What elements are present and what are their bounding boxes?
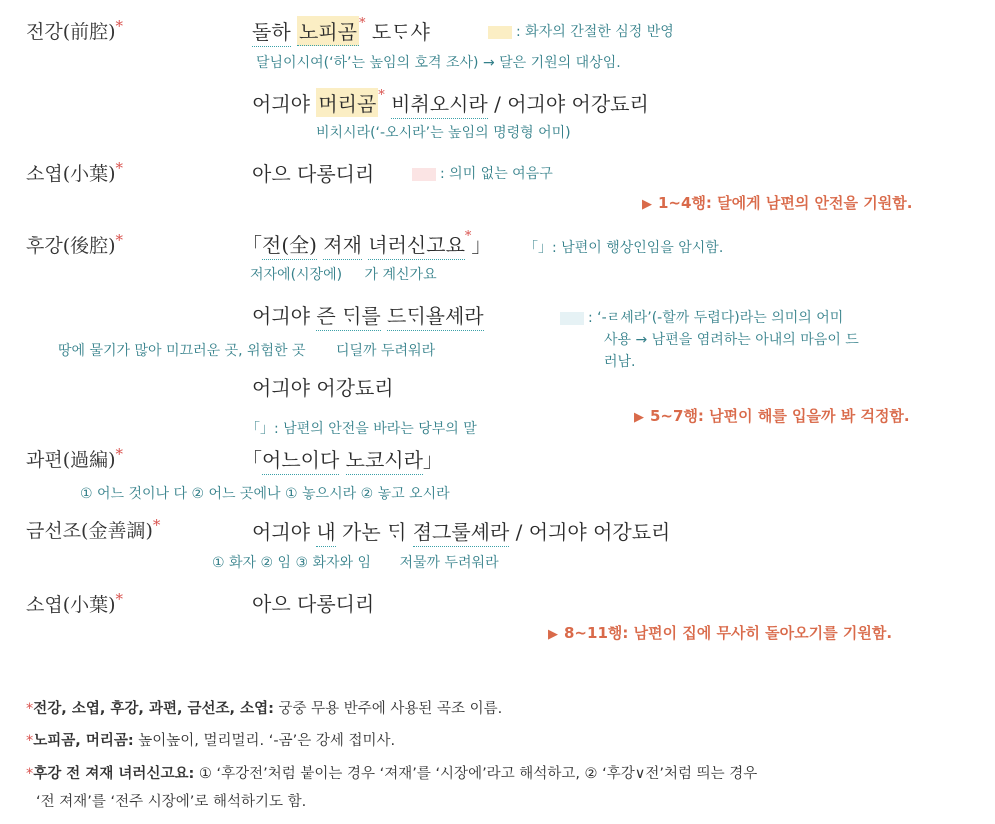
gloss-5 bbox=[524, 237, 723, 257]
triangle-icon: ▶ bbox=[548, 627, 558, 642]
highlight-swatch bbox=[412, 168, 436, 181]
section-label-jeongang bbox=[26, 17, 123, 44]
footnote-head: 전강, 소엽, 후강, 과편, 금선조, 소엽: bbox=[33, 701, 274, 717]
footnote-body: ‘전 져재’를 ‘전주 시장에’로 해석하기도 함. bbox=[36, 794, 307, 810]
poem-line-2 bbox=[252, 88, 649, 119]
gloss-1 bbox=[488, 21, 674, 41]
poem-line-7 bbox=[242, 444, 443, 475]
gloss-text: 달님이시여(‘하’는 높임의 호격 조사) → 달은 기원의 대상임. bbox=[256, 55, 621, 71]
summary-text: 8~11행: 남편이 집에 무사히 돌아오기를 기원함. bbox=[564, 624, 893, 642]
gloss-text: : 의미 없는 여음구 bbox=[440, 166, 553, 182]
summary-1 bbox=[642, 192, 912, 213]
poem-word: 녀러신고요 bbox=[368, 229, 465, 260]
poem-line-9 bbox=[252, 588, 374, 617]
asterisk-mark: * bbox=[115, 17, 124, 35]
bracket-mark: 「 bbox=[242, 233, 262, 257]
poem-line-6 bbox=[252, 372, 394, 401]
gloss-6 bbox=[250, 264, 437, 284]
poem-line-3 bbox=[252, 158, 374, 187]
highlight-swatch bbox=[560, 312, 584, 325]
gloss-text: 러남. bbox=[604, 354, 636, 370]
gloss-text: ① 어느 것이나 다 ② 어느 곳에나 ① 놓으시라 ② 놓고 오시라 bbox=[80, 486, 450, 502]
footnote-3 bbox=[26, 762, 757, 783]
poem-word: / 어긔야 어강됴리 bbox=[515, 520, 671, 544]
section-label-text: 후강(後腔) bbox=[26, 235, 116, 257]
asterisk-mark: * bbox=[26, 766, 34, 782]
footnote-2 bbox=[26, 729, 395, 750]
poem-word: 어긔야 어강됴리 bbox=[252, 376, 394, 400]
poem-word: 어긔야 bbox=[252, 92, 310, 116]
asterisk-mark: * bbox=[378, 88, 385, 103]
footnote-3-continued bbox=[36, 790, 306, 811]
poem-word: / 어긔야 어강됴리 bbox=[494, 92, 649, 116]
poem-line-8 bbox=[252, 516, 670, 547]
gloss-text: 비치시라(‘-오시라’는 높임의 명령형 어미) bbox=[316, 125, 571, 141]
poem-word: 비취오시라 bbox=[391, 88, 488, 119]
section-label-text: 과편(過編) bbox=[26, 449, 116, 471]
footnote-1 bbox=[26, 697, 502, 718]
asterisk-mark: * bbox=[115, 231, 124, 249]
poem-word: 돌하 bbox=[252, 16, 291, 47]
asterisk-mark: * bbox=[152, 516, 161, 534]
summary-2 bbox=[634, 405, 910, 426]
section-label-text: 소엽(小葉) bbox=[26, 594, 116, 616]
asterisk-mark: * bbox=[26, 733, 34, 749]
poem-word: 져재 bbox=[323, 229, 362, 260]
poem-word: 드ᄃᆡ욜셰라 bbox=[387, 300, 484, 331]
bracket-mark: 」 bbox=[422, 448, 443, 472]
section-label-soyeop-2 bbox=[26, 590, 123, 617]
asterisk-mark: * bbox=[115, 590, 124, 608]
section-label-gwapyeon bbox=[26, 445, 123, 472]
section-label-text: 금선조(金善調) bbox=[26, 520, 153, 542]
poem-word: 어긔야 bbox=[252, 304, 310, 328]
footnote-head: 노피곰, 머리곰: bbox=[33, 733, 134, 749]
poem-word-highlighted: 머리곰 bbox=[316, 88, 378, 117]
gloss-3 bbox=[316, 122, 571, 142]
gloss-text: 저자에(시장에) bbox=[250, 267, 343, 283]
asterisk-mark: * bbox=[358, 16, 366, 31]
gloss-10 bbox=[80, 483, 450, 503]
gloss-4 bbox=[412, 163, 553, 183]
gloss-8 bbox=[58, 340, 435, 360]
section-label-hugang bbox=[26, 231, 123, 258]
gloss-7 bbox=[560, 307, 859, 373]
poem-word: 도ᄃᆞ샤 bbox=[371, 20, 430, 44]
section-label-text: 전강(前腔) bbox=[26, 21, 116, 43]
poem-word: 졈그룰셰라 bbox=[413, 516, 510, 547]
poem-word: 어느이다 bbox=[262, 444, 339, 475]
asterisk-mark: * bbox=[115, 159, 124, 177]
poem-word: 내 bbox=[316, 516, 335, 547]
gloss-text: ① 화자 ② 임 ③ 화자와 임 bbox=[212, 555, 372, 571]
asterisk-mark: * bbox=[464, 229, 472, 244]
section-label-soyeop-1 bbox=[26, 159, 123, 186]
poem-word: 어긔야 bbox=[252, 520, 310, 544]
highlight-swatch bbox=[488, 26, 512, 39]
asterisk-mark: * bbox=[26, 701, 34, 717]
gloss-text: 디딜까 두려워라 bbox=[336, 343, 436, 359]
section-label-geumseonjo bbox=[26, 516, 160, 543]
gloss-text: 「」: 남편의 안전을 바라는 당부의 말 bbox=[246, 421, 477, 437]
poem-word: 노코시라 bbox=[346, 444, 423, 475]
poem-line-4 bbox=[242, 229, 491, 260]
bracket-mark: 「 bbox=[242, 448, 262, 472]
gloss-text: : 화자의 간절한 심정 반영 bbox=[516, 24, 674, 40]
poem-word: 아으 다롱디리 bbox=[252, 592, 375, 616]
bracket-mark: 」 bbox=[471, 233, 492, 257]
poem-word: 즌 ᄃᆡ를 bbox=[316, 300, 380, 331]
triangle-icon: ▶ bbox=[634, 410, 644, 425]
summary-text: 5~7행: 남편이 해를 입을까 봐 걱정함. bbox=[650, 407, 910, 425]
gloss-2 bbox=[256, 52, 621, 72]
gloss-text: 가 계신가요 bbox=[364, 267, 437, 283]
triangle-icon: ▶ bbox=[642, 197, 652, 212]
gloss-9 bbox=[246, 418, 477, 438]
gloss-text: 사용 → 남편을 염려하는 아내의 마음이 드 bbox=[604, 332, 859, 348]
gloss-text: : ‘-ㄹ셰라’(-할까 두렵다)라는 의미의 어미 bbox=[588, 310, 844, 326]
poem-word: 가논 ᄃᆡ bbox=[342, 520, 407, 544]
footnote-body: 궁중 무용 반주에 사용된 곡조 이름. bbox=[273, 701, 503, 717]
poem-line-5 bbox=[252, 300, 484, 331]
section-label-text: 소엽(小葉) bbox=[26, 163, 116, 185]
poem-line-1 bbox=[252, 16, 430, 47]
poem-word: 아으 다롱디리 bbox=[252, 162, 375, 186]
gloss-11 bbox=[212, 552, 499, 572]
gloss-text: 「」: 남편이 행상인임을 암시함. bbox=[524, 240, 724, 256]
summary-text: 1~4행: 달에게 남편의 안전을 기원함. bbox=[658, 194, 913, 212]
poem-word-highlighted: 노피곰 bbox=[297, 16, 359, 46]
footnote-body: 높이높이, 멀리멀리. ‘-곰’은 강세 접미사. bbox=[133, 733, 396, 749]
footnote-body: ① ‘후강전’처럼 붙이는 경우 ‘져재’를 ‘시장에’라고 해석하고, ② ‘후강∨전’처럼 띄는 경우 bbox=[194, 766, 758, 782]
summary-3 bbox=[548, 622, 892, 643]
gloss-text: 저물까 두려워라 bbox=[399, 555, 499, 571]
footnote-head: 후강 전 져재 녀러신고요: bbox=[33, 766, 195, 782]
gloss-text: 땅에 물기가 많아 미끄러운 곳, 위험한 곳 bbox=[58, 343, 306, 359]
poem-word: 전(全) bbox=[262, 229, 317, 260]
asterisk-mark: * bbox=[115, 445, 124, 463]
